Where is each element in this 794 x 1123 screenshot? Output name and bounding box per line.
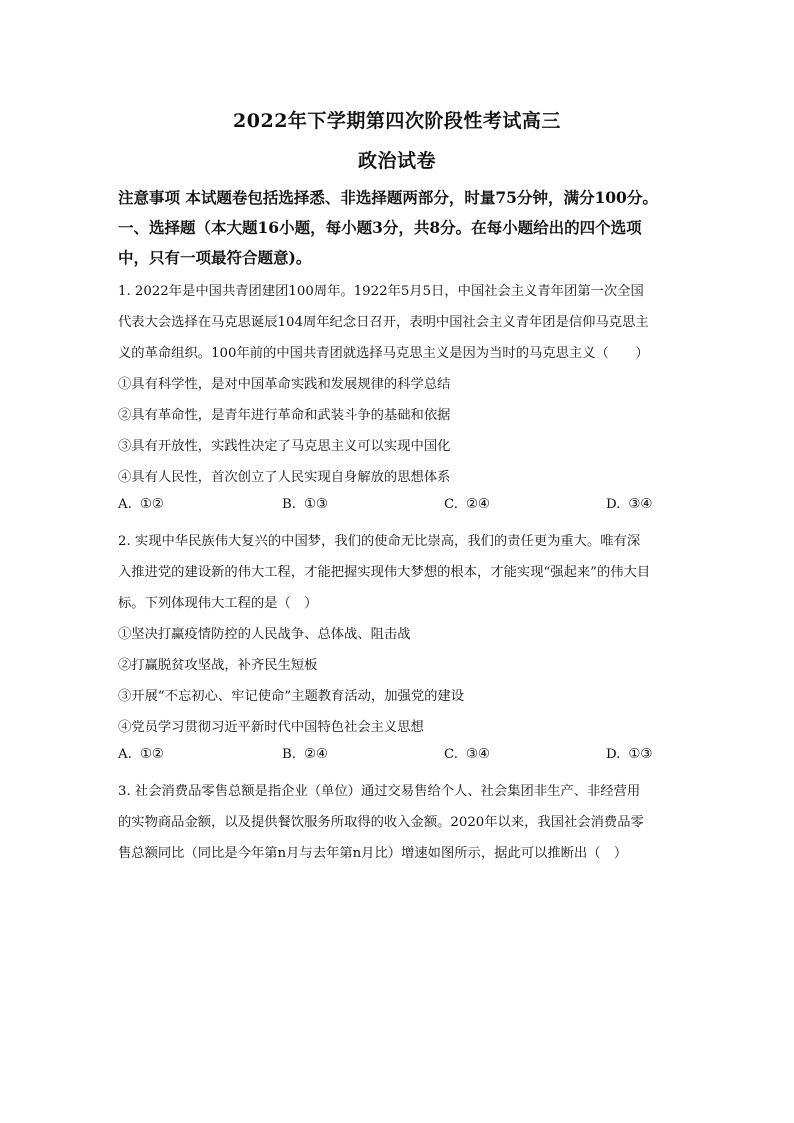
option-text: ②④ [304,747,328,762]
exam-title: 2022年下学期第四次阶段性考试高三 [233,110,561,132]
question-1-item-3: ③具有开放性，实践性决定了马克思主义可以实现中国化 [118,439,451,454]
question-3-stem-line-2: 的实物商品金额，以及提供餐饮服务所取得的收入金额。2020年以来，我国社会消费品零 [118,815,644,830]
option-text: ①③ [304,497,328,512]
question-1-stem-line-2: 代表大会选择在马克思诞辰104周年纪念日召开，表明中国社会主义青年团是信仰马克思主 [118,315,649,330]
option-label: B. [282,747,296,762]
question-3-stem-line-1: 3. 社会消费品零售总额是指企业（单位）通过交易售给个人、社会集团非生产、非经营用 [118,784,641,799]
option-label: B. [282,497,296,512]
question-2-option-a[interactable] [118,747,164,762]
option-label: A. [118,747,132,762]
question-2-stem-line-3: 标。下列体现伟大工程的是（ ） [118,596,318,611]
question-2-item-4: ④党员学习贯彻习近平新时代中国特色社会主义思想 [118,720,424,735]
option-text: ③④ [628,497,653,512]
question-2-option-c[interactable] [444,747,490,762]
option-label: C. [444,497,458,512]
option-text: ①② [139,497,164,512]
question-1-item-4: ④具有人民性，首次创立了人民实现自身解放的思想体系 [118,470,451,485]
option-text: ①② [139,747,164,762]
notice-line: 注意事项 本试题卷包括选择悉、非选择题两部分，时量75分钟，满分100分。 [118,188,658,207]
question-1-stem-line-1: 1. 2022年是中国共青团建团100周年。1922年5月5日，中国社会主义青年团第一次全国 [118,284,644,299]
question-2-item-3: ③开展“不忘初心、牢记使命”主题教育活动，加强党的建设 [118,689,465,704]
question-1-stem-line-3: 义的革命组织。100年前的中国共青团就选择马克思主义是因为当时的马克思主义（ ） [118,346,649,361]
question-2-item-2: ②打赢脱贫攻坚战，补齐民生短板 [118,658,318,673]
option-text: ①③ [628,747,653,762]
question-2-option-b[interactable] [282,747,328,762]
option-text: ②④ [465,497,490,512]
question-2-item-1: ①坚决打赢疫情防控的人民战争、总体战、阻击战 [118,627,411,642]
question-1-item-1: ①具有科学性，是对中国革命实践和发展规律的科学总结 [118,377,451,392]
question-2-stem-line-1: 2. 实现中华民族伟大复兴的中国梦，我们的使命无比崇高，我们的责任更为重大。唯有深 [118,534,641,549]
option-label: C. [444,747,458,762]
option-text: ③④ [465,747,490,762]
question-2-option-d[interactable] [606,747,652,762]
section-heading-line-1: 一、选择题（本大题16小题，每小题3分，共8分。在每小题给出的四个选项 [118,218,642,237]
question-2-stem-line-2: 入推进党的建设新的伟大工程，才能把握实现伟大梦想的根本，才能实现“强起来”的伟大目 [118,565,651,580]
question-1-item-2: ②具有革命性，是青年进行革命和武装斗争的基础和依据 [118,408,451,423]
question-1-option-d[interactable] [606,497,652,512]
option-label: A. [118,497,132,512]
section-heading-line-2: 中，只有一项最符合题意)。 [118,248,312,267]
question-1-option-a[interactable] [118,497,164,512]
exam-subtitle: 政治试卷 [357,150,436,172]
question-3-stem-line-3: 售总额同比（同比是今年第n月与去年第n月比）增速如图所示，据此可以推断出（ ） [118,846,628,861]
option-label: D. [606,747,621,762]
question-1-option-b[interactable] [282,497,328,512]
option-label: D. [606,497,621,512]
question-1-option-c[interactable] [444,497,490,512]
